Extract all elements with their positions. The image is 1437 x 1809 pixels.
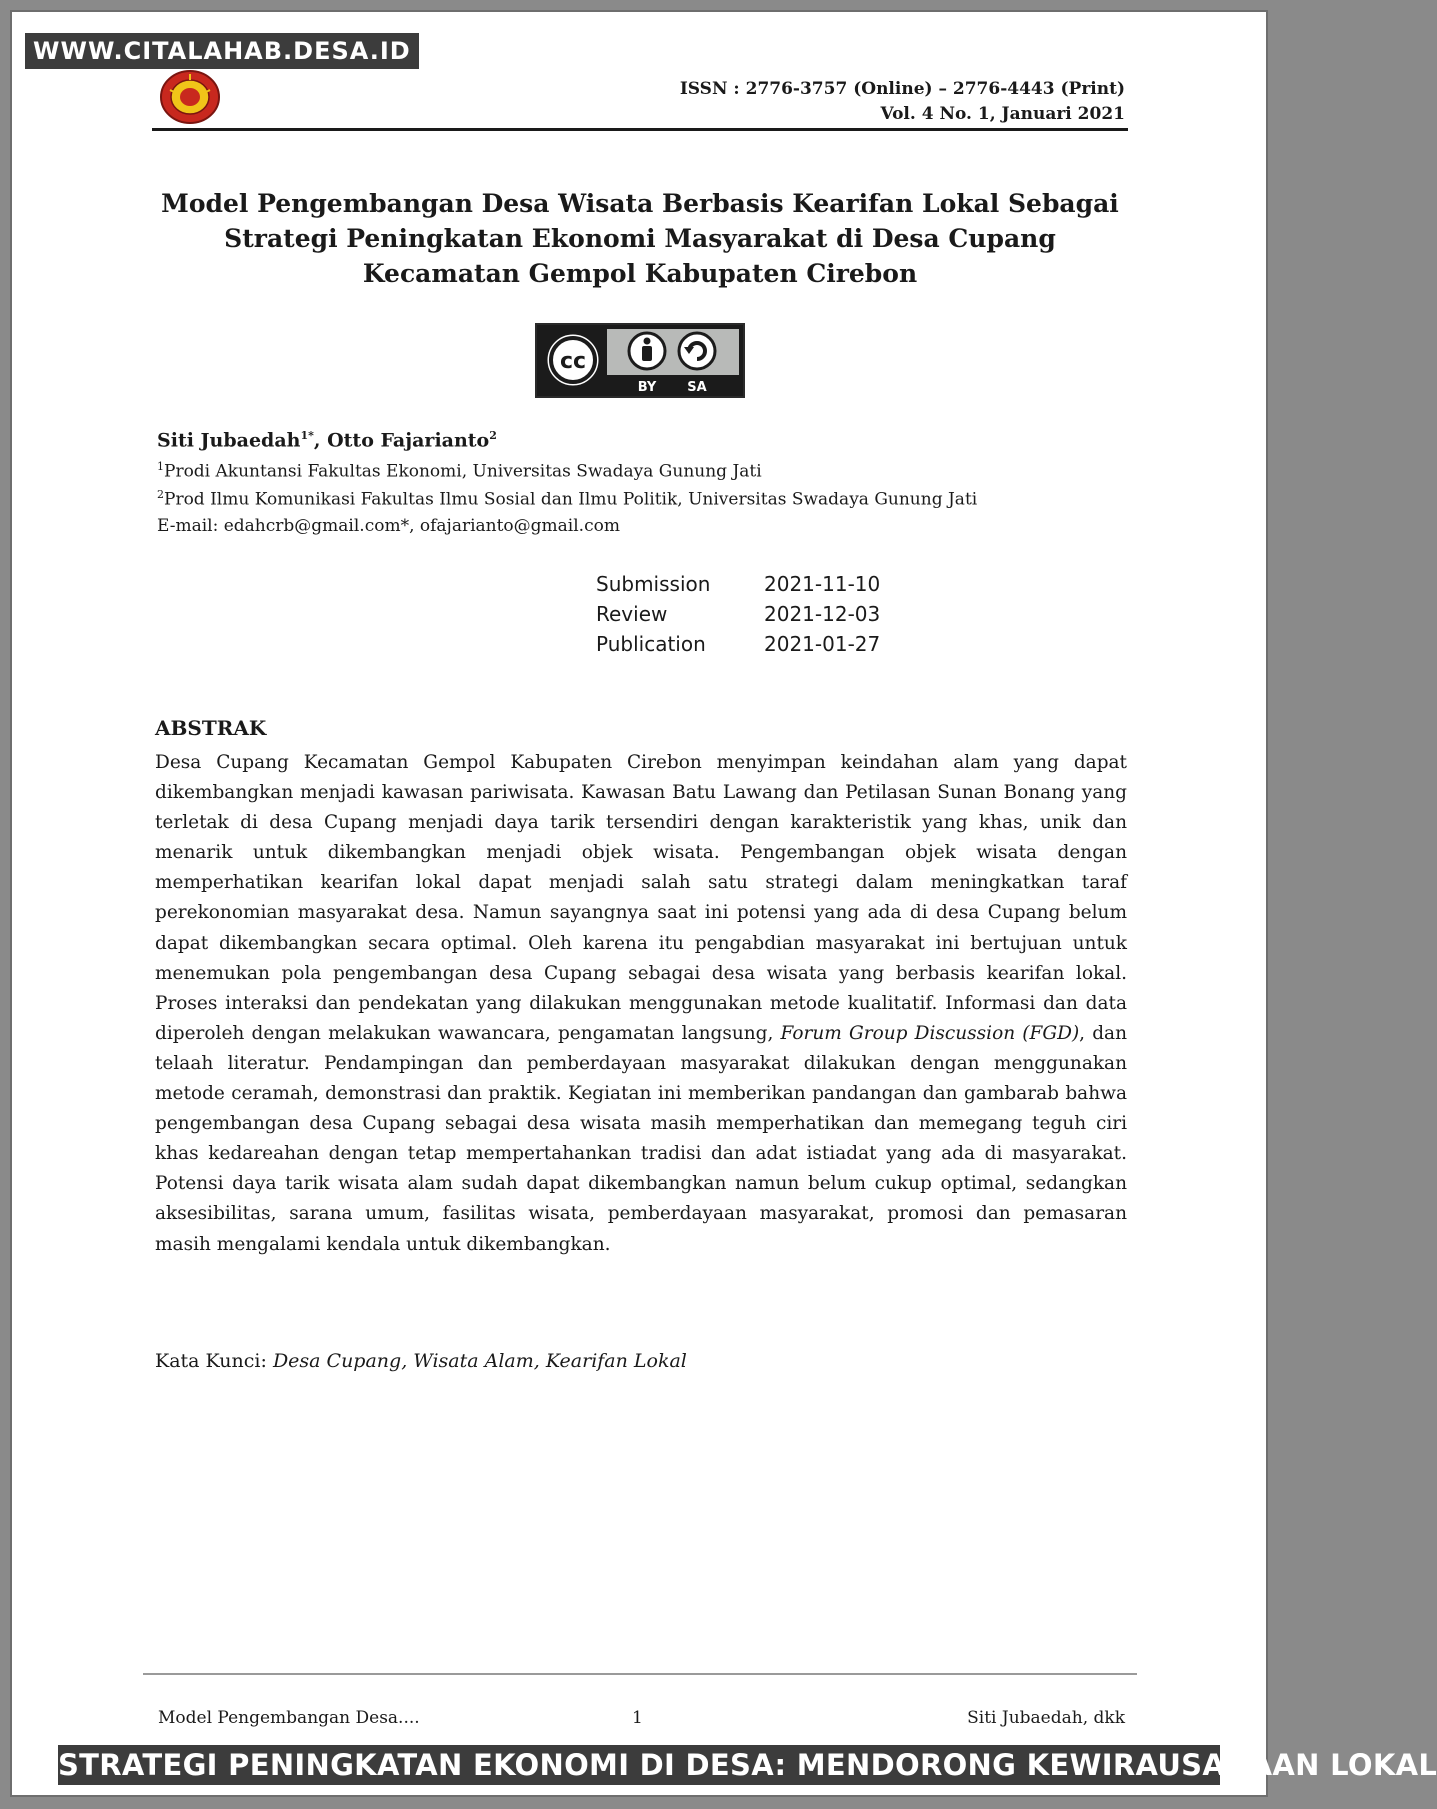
keywords-values: Desa Cupang, Wisata Alam, Kearifan Lokal <box>272 1350 687 1372</box>
date-value: 2021-12-03 <box>764 602 881 626</box>
author-separator: , <box>313 429 328 452</box>
publication-date-row <box>596 632 880 656</box>
keywords-label: Kata Kunci: <box>155 1350 273 1372</box>
footer-running-author: Siti Jubaedah, dkk <box>967 1708 1125 1728</box>
affiliation-text: Prodi Akuntansi Fakultas Ekonomi, Universitas Swadaya Gunung Jati <box>164 461 762 482</box>
site-watermark: WWW.CITALAHAB.DESA.ID <box>25 33 419 69</box>
review-date-row <box>596 602 880 626</box>
affiliation-mark: 1 <box>157 460 164 473</box>
affiliation-text: Prod Ilmu Komunikasi Fakultas Ilmu Sosial dan Ilmu Politik, Universitas Swadaya Gunung Jati <box>164 489 978 510</box>
submission-date-row <box>596 572 880 596</box>
author-affiliation-mark: 1* <box>300 429 314 442</box>
footer-divider <box>143 1673 1137 1675</box>
date-label: Review <box>596 602 668 626</box>
volume-line: Vol. 4 No. 1, Januari 2021 <box>880 104 1125 124</box>
abstract-part: Desa Cupang Kecamatan Gempol Kabupaten Cirebon menyimpan keindahan alam yang dapat dikembangkan menjadi kawasan pariwisata. Kawasan Batu Lawang dan Petilasan Sunan Bonang yang terletak di desa Cupang menjadi daya tarik tersendiri dengan karakteristik yang khas, unik dan menarik untuk dikembangkan menjadi objek wisata. Pengembangan objek wisata dengan memperhatikan kearifan lokal dapat menjadi salah satu strategi dalam meningkatkan taraf perekonomian masyarakat desa. Namun sayangnya saat ini potensi yang ada di desa Cupang belum dapat dikembangkan secara optimal. Oleh karena itu pengabdian masyarakat ini bertujuan untuk menemukan pola pengembangan desa Cupang sebagai desa wisata yang berbasis kearifan lokal. Proses interaksi dan pendekatan yang dilakukan menggunakan metode kualitatif. Informasi dan data diperoleh dengan melakukan wawancara, pengamatan langsung, <box>155 752 1127 1044</box>
date-label: Submission <box>596 572 711 596</box>
author-name: Otto Fajarianto <box>327 429 490 452</box>
author-email: E-mail: edahcrb@gmail.com*, ofajarianto@gmail.com <box>157 516 620 536</box>
footer-running-title: Model Pengembangan Desa.... <box>158 1708 420 1728</box>
author-name: Siti Jubaedah <box>157 429 301 452</box>
abstract-text <box>155 748 1127 1260</box>
affiliation-mark: 2 <box>157 488 164 501</box>
abstract-heading: ABSTRAK <box>155 716 267 740</box>
date-value: 2021-01-27 <box>764 632 881 656</box>
author-list <box>157 429 497 451</box>
cc-by-sa-license-badge <box>535 323 745 398</box>
abstract-italic-term: Forum Group Discussion (FGD) <box>780 1022 1080 1044</box>
header-divider <box>152 128 1128 131</box>
date-value: 2021-11-10 <box>764 572 881 596</box>
abstract-part: , dan telaah literatur. Pendampingan dan pemberdayaan masyarakat dilakukan dengan menggunakan metode ceramah, demonstrasi dan praktik. Kegiatan ini memberikan pandangan dan gambarab bahwa pengembangan desa Cupang sebagai desa wisata masih memperhatikan dan memegang teguh ciri khas kedareahan dengan tetap mempertahankan tradisi dan adat istiadat yang ada di masyarakat. Potensi daya tarik wisata alam sudah dapat dikembangkan namun belum cukup optimal, sedangkan aksesibilitas, sarana umum, fasilitas wisata, pemberdayaan masyarakat, promosi dan pemasaran masih mengalami kendala untuk dikembangkan. <box>155 1022 1127 1255</box>
title-line: Kecamatan Gempol Kabupaten Cirebon <box>362 259 918 288</box>
keywords-line <box>155 1350 687 1372</box>
cc-label: cc <box>559 349 587 374</box>
journal-logo-icon <box>158 68 222 126</box>
paper-title <box>152 186 1128 291</box>
title-line: Strategi Peningkatan Ekonomi Masyarakat di Desa Cupang <box>224 224 1056 253</box>
caption-banner: STRATEGI PENINGKATAN EKONOMI DI DESA: MENDORONG KEWIRAUSAHAAN LOKAL <box>58 1745 1220 1785</box>
affiliation-2 <box>157 488 977 510</box>
sa-label: SA <box>687 380 707 395</box>
author-affiliation-mark: 2 <box>489 429 497 442</box>
title-line: Model Pengembangan Desa Wisata Berbasis Kearifan Lokal Sebagai <box>161 189 1119 218</box>
date-label: Publication <box>596 632 706 656</box>
cc-license-icon <box>537 325 743 396</box>
page-number: 1 <box>632 1708 643 1728</box>
issn-line: ISSN : 2776-3757 (Online) – 2776-4443 (Print) <box>679 79 1125 99</box>
by-label: BY <box>637 380 657 395</box>
affiliation-1 <box>157 460 762 482</box>
